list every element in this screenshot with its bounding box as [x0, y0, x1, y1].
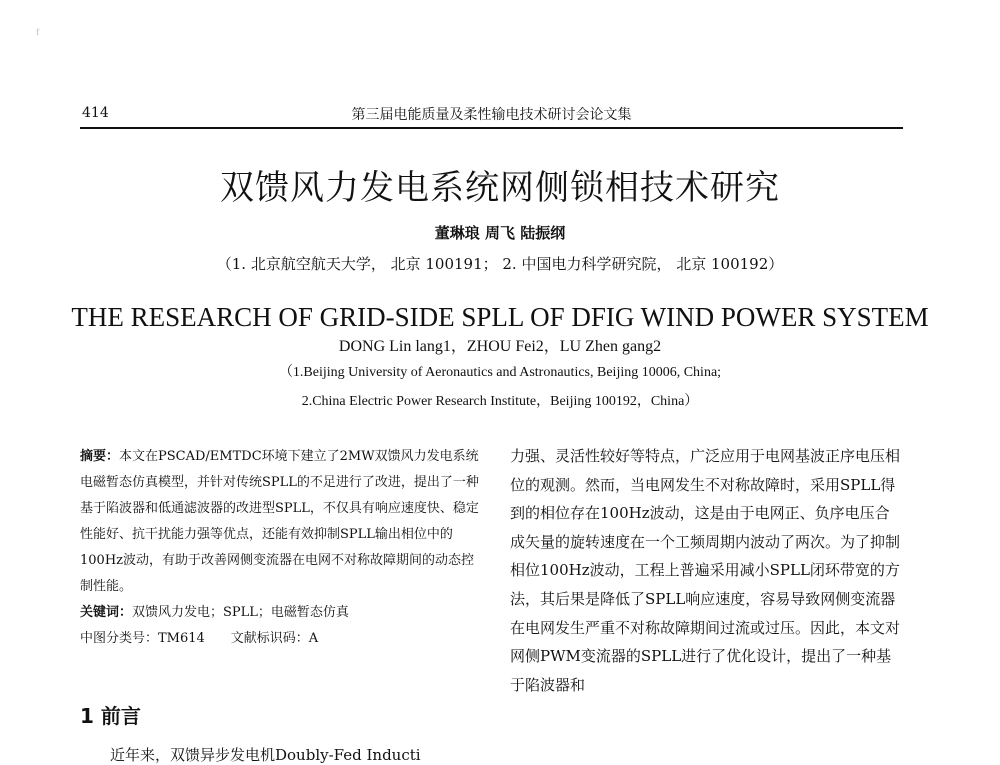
right-column [510, 442, 902, 699]
classification [80, 626, 482, 652]
keywords-label: 关键词： [80, 605, 133, 620]
section-heading: 1 前言 [80, 704, 141, 728]
intro-text: 近年来，双馈异步发电机Doubly-Fed Inducti [110, 746, 421, 764]
authors-en: DONG Lin lang1，ZHOU Fei2，LU Zhen gang2 [338, 338, 662, 355]
abstract-block [80, 444, 482, 652]
keywords-text: 双馈风力发电；SPLL；电磁暂态仿真 [132, 605, 349, 620]
abstract-label: 摘要： [80, 449, 120, 464]
document-code: 文献标识码：A [230, 631, 319, 646]
page-number: 414 [82, 105, 109, 121]
clc-number: 中图分类号：TM614 [80, 631, 205, 646]
scan-mark: f [36, 28, 39, 37]
paper-title-cn: 双馈风力发电系统网侧锁相技术研究 [220, 168, 780, 208]
body-paragraph: 力强、灵活性较好等特点，广泛应用于电网基波正序电压相位的观测。然而，当电网发生不对称故障时，采用SPLL得到的相位存在100Hz波动，这是由于电网正、负序电压合成矢量的旋转速度在一个工频周期内波动了两次。为了抑制相位100Hz波动，工程上普遍采用减小SPLL闭环带宽的方法，其后果是降低了SPLL响应速度，容易导致网侧变流器在电网发生严重不对称故障期间过流或过压。因此，本文对网侧PWM变流器的SPLL进行了优化设计，提出了一种基于陷波器和 [510, 447, 901, 694]
abstract-text: 本文在PSCAD/EMTDC环境下建立了2MW双馈风力发电系统电磁暂态仿真模型，并针对传统SPLL的不足进行了改进，提出了一种基于陷波器和低通滤波器的改进型SPLL，不仅具有响应速度快、稳定性能好、抗干扰能力强等优点，还能有效抑制SPLL输出相位中的100Hz波动，有助于改善网侧变流器在电网不对称故障期间的动态控制性能。 [80, 449, 479, 594]
affiliations-cn: （1. 北京航空航天大学， 北京 100191； 2. 中国电力科学研究院， 北京 100192） [216, 255, 784, 273]
page-header [80, 101, 903, 129]
authors-cn: 董琳琅 周飞 陆振纲 [434, 224, 566, 242]
affiliation-en-1: （1.Beijing University of Aeronautics and Astronautics, Beijing 10006, China; [278, 365, 722, 380]
abstract [80, 444, 482, 600]
journal-title: 第三届电能质量及柔性输电技术研讨会论文集 [351, 107, 632, 123]
paper-title-en: THE RESEARCH OF GRID-SIDE SPLL OF DFIG WIND POWER SYSTEM [71, 302, 929, 332]
affiliation-en-2: 2.China Electric Power Research Institute，Beijing 100192，China） [301, 394, 699, 409]
keywords [80, 600, 482, 626]
